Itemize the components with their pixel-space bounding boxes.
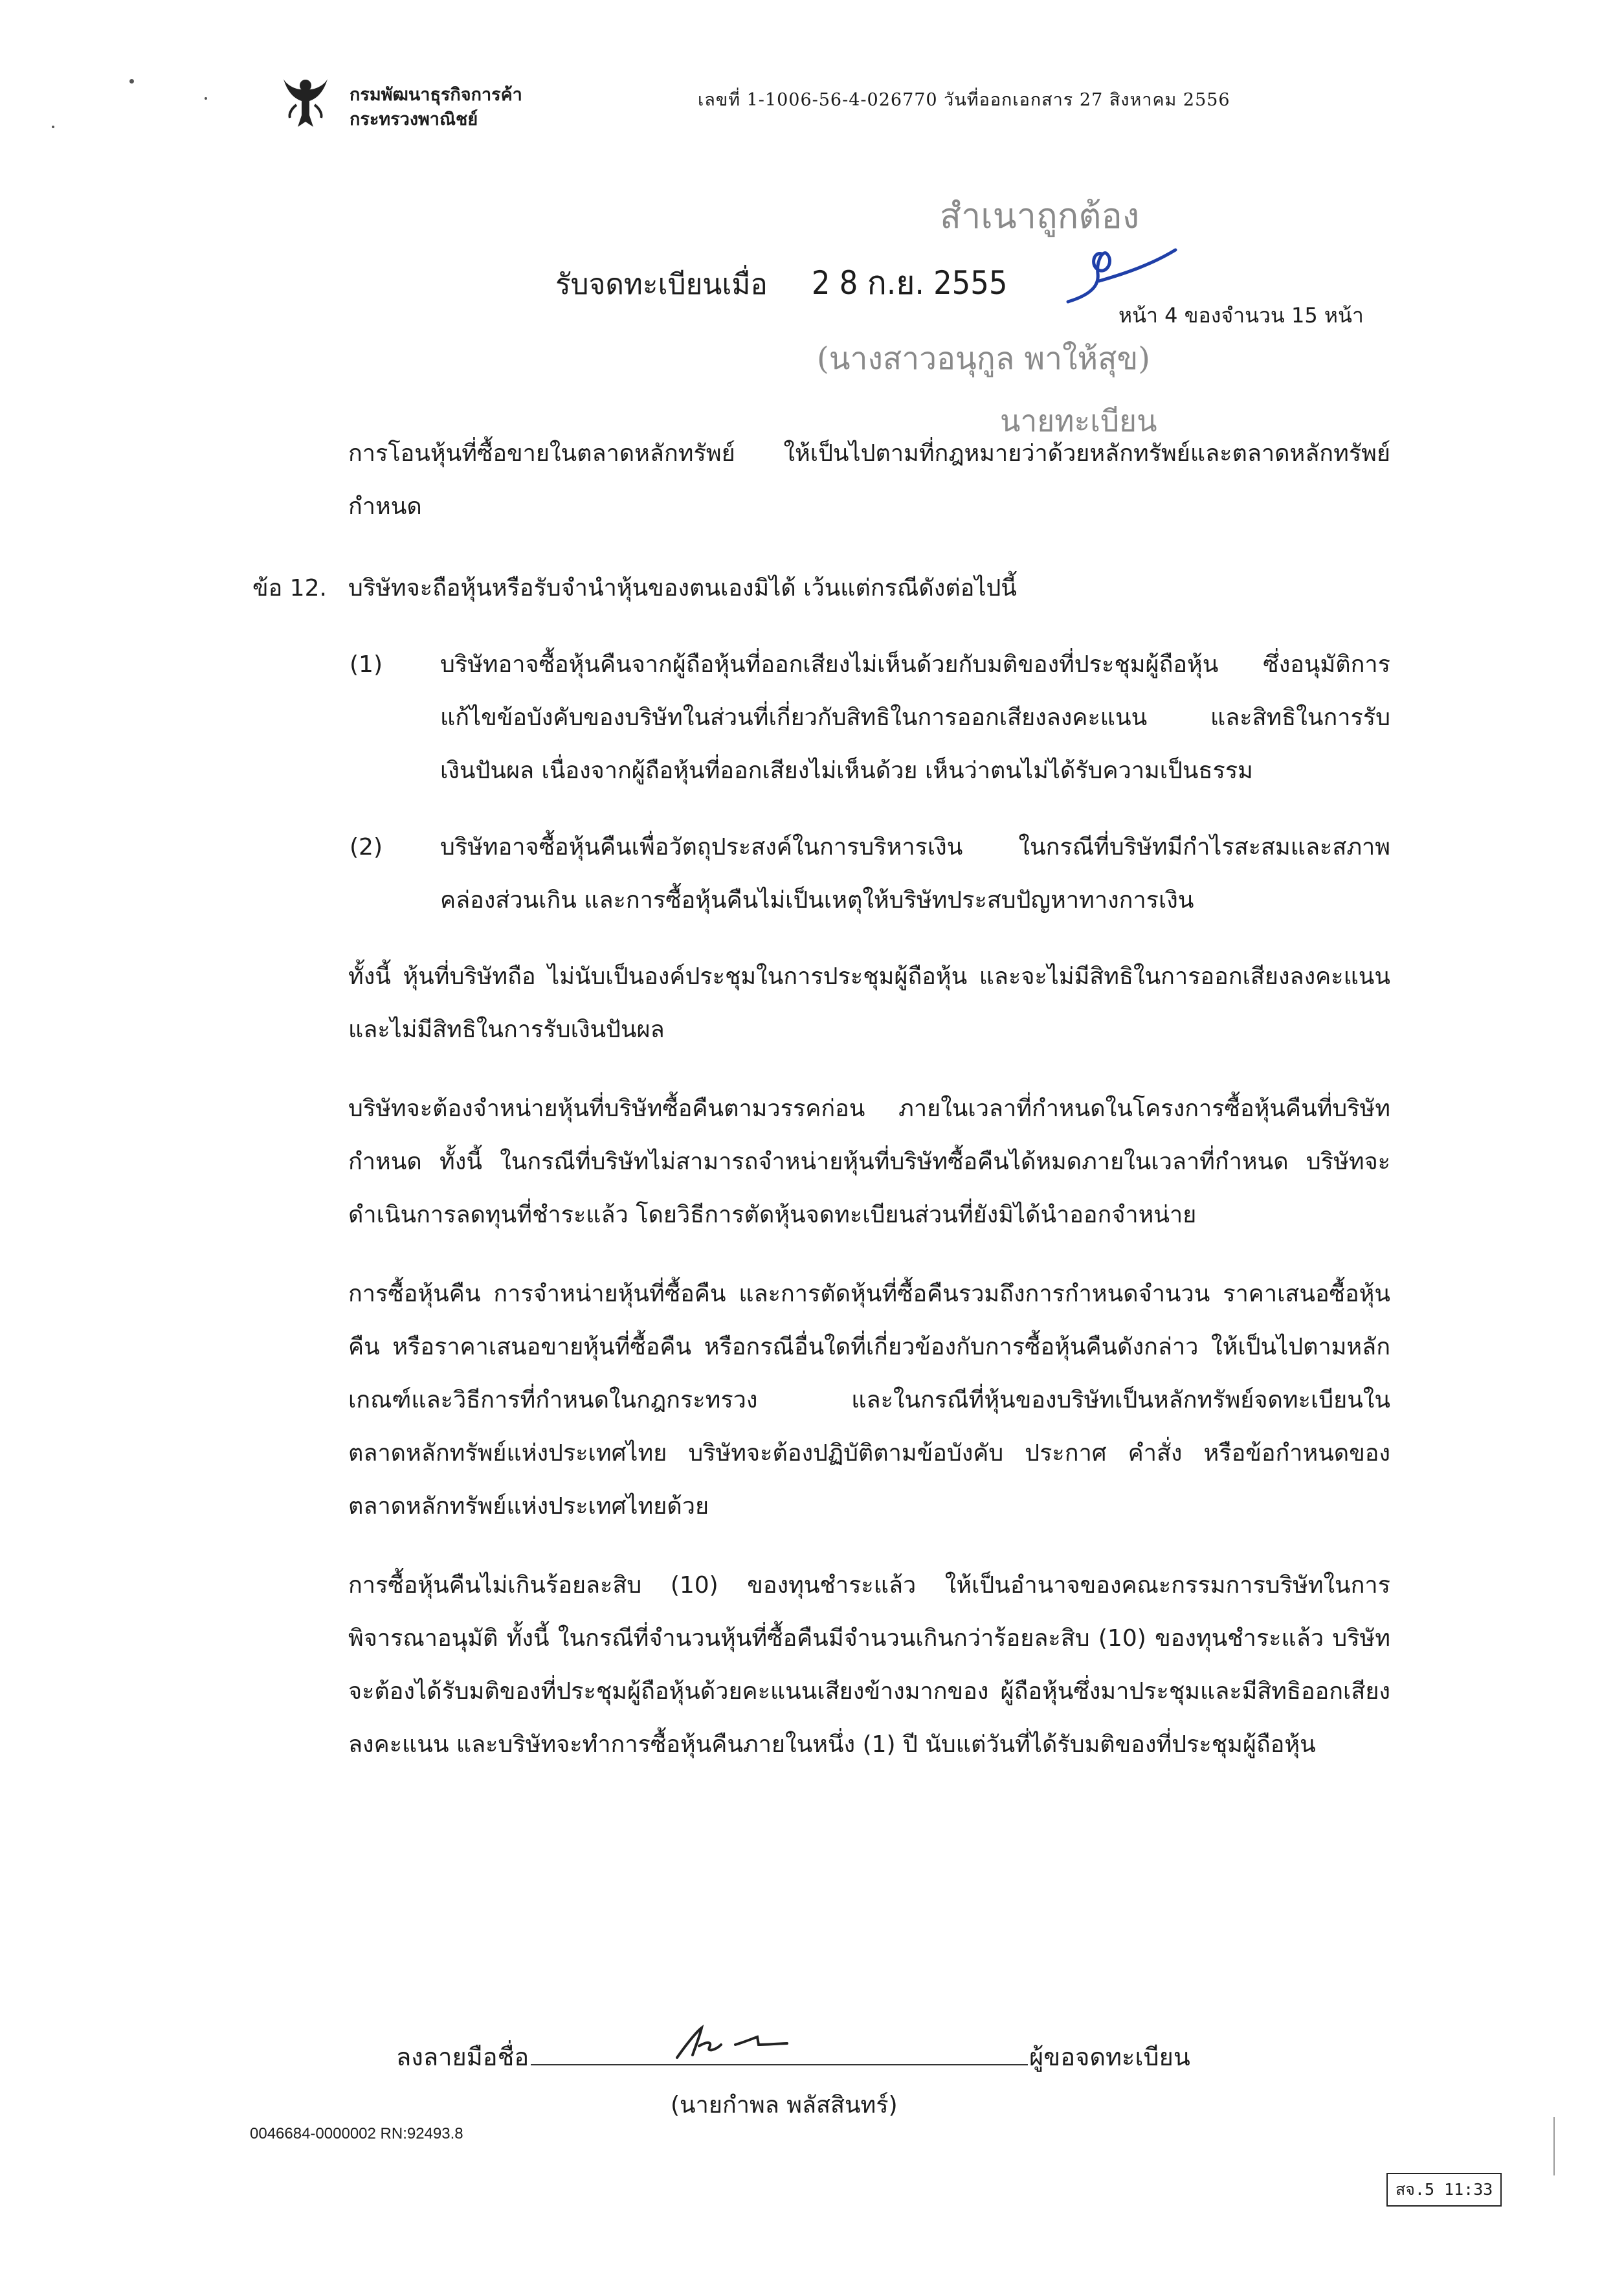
registration-label: รับจดทะเบียนเมื่อ: [555, 268, 768, 301]
signature-label: ลงลายมือชื่อ: [396, 2043, 529, 2071]
item-1-number: (1): [350, 651, 383, 678]
department-line-1: กรมพัฒนาธุรกิจการค้า: [350, 85, 522, 105]
scan-edge-mark: [1553, 2117, 1555, 2175]
garuda-emblem-icon: [282, 76, 329, 131]
registrar-signature-mark: [1062, 234, 1178, 306]
scan-speck: [129, 79, 134, 84]
item-2-number: (2): [350, 834, 383, 860]
registrar-name-stamp: (นางสาวอนุกูล พาให้สุข): [817, 341, 1151, 377]
paragraph-shares-held: ทั้งนี้ หุ้นที่บริษัทถือ ไม่นับเป็นองค์ประชุมในการประชุมผู้ถือหุ้น และจะไม่มีสิทธิในการออกเสียงลงคะแนน และไม่มีสิทธิในการรับเงินปันผล: [348, 963, 1390, 1043]
paragraph-buyback-rules: การซื้อหุ้นคืน การจำหน่ายหุ้นที่ซื้อคืน และการตัดหุ้นที่ซื้อคืนรวมถึงการกำหนดจำนวน ราคาเสนอซื้อหุ้นคืน หรือราคาเสนอขายหุ้นที่ซื้อคืน หรือกรณีอื่นใดที่เกี่ยวข้องกับการซื้อหุ้นคืนดังกล่าว ให้เป็นไปตามหลักเกณฑ์และวิธีการที่กำหนดในกฎกระทรวง และในกรณีที่หุ้นของบริษัทเป็นหลักทรัพย์จดทะเบียนในตลาดหลักทรัพย์แห่งประเทศไทย บริษัทจะต้องปฏิบัติตามข้อบังคับ ประกาศ คำสั่ง หรือข้อกำหนดของตลาดหลักทรัพย์แห่งประเทศไทยด้วย: [348, 1281, 1390, 1520]
item-2-text: บริษัทอาจซื้อหุ้นคืนเพื่อวัตถุประสงค์ในการบริหารเงิน ในกรณีที่บริษัทมีกำไรสะสมและสภาพคล่องส่วนเกิน และการซื้อหุ้นคืนไม่เป็นเหตุให้บริษัทประสบปัญหาทางการเงิน: [440, 834, 1390, 914]
signature-line: [531, 2064, 1028, 2065]
document-number: เลขที่ 1-1006-56-4-026770 วันที่ออกเอกสาร 27 สิงหาคม 2556: [698, 90, 1230, 110]
intro-line-2: กำหนด: [348, 493, 422, 520]
registrar-title-stamp: นายทะเบียน: [1000, 403, 1157, 438]
signature-role: ผู้ขอจดทะเบียน: [1029, 2043, 1190, 2071]
item-1-text: บริษัทอาจซื้อหุ้นคืนจากผู้ถือหุ้นที่ออกเสียงไม่เห็นด้วยกับมติของที่ประชุมผู้ถือหุ้น ซึ่งอนุมัติการแก้ไขข้อบังคับของบริษัทในส่วนที่เกี่ยวกับสิทธิในการออกเสียงลงคะแนน และสิทธิในการรับเงินปันผล เนื่องจากผู้ถือหุ้นที่ออกเสียงไม่เห็นด้วย เห็นว่าตนไม่ได้รับความเป็นธรรม: [440, 651, 1390, 784]
paragraph-disposal: บริษัทจะต้องจำหน่ายหุ้นที่บริษัทซื้อคืนตามวรรคก่อน ภายในเวลาที่กำหนดในโครงการซื้อหุ้นคืนที่บริษัทกำหนด ทั้งนี้ ในกรณีที่บริษัทไม่สามารถจำหน่ายหุ้นที่บริษัทซื้อคืนได้หมดภายในเวลาที่กำหนด บริษัทจะดำเนินการลดทุนที่ชำระแล้ว โดยวิธีการตัดหุ้นจดทะเบียนส่วนที่ยังมิได้นำออกจำหน่าย: [348, 1096, 1390, 1228]
clause-12-text: บริษัทจะถือหุ้นหรือรับจำนำหุ้นของตนเองมิได้ เว้นแต่กรณีดังต่อไปนี้: [348, 575, 1017, 601]
registration-date-line: [555, 258, 1008, 309]
paragraph-buyback-approval: การซื้อหุ้นคืนไม่เกินร้อยละสิบ (10) ของทุนชำระแล้ว ให้เป็นอำนาจของคณะกรรมการบริษัทในการพิจารณาอนุมัติ ทั้งนี้ ในกรณีที่จำนวนหุ้นที่ซื้อคืนมีจำนวนเกินกว่าร้อยละสิบ (10) ของทุนชำระแล้ว บริษัทจะต้องได้รับมติของที่ประชุมผู้ถือหุ้นด้วยคะแนนเสียงข้างมากของ ผู้ถือหุ้นซึ่งมาประชุมและมีสิทธิออกเสียงลงคะแนน และบริษัทจะทำการซื้อหุ้นคืนภายในหนึ่ง (1) ปี นับแต่วันที่ได้รับมติของที่ประชุมผู้ถือหุ้น: [348, 1572, 1390, 1758]
department-name: [350, 83, 522, 132]
registration-date: 2 8 ก.ย. 2555: [811, 264, 1008, 302]
scan-speck: [205, 97, 207, 100]
page-info: หน้า 4 ของจำนวน 15 หน้า: [1118, 303, 1364, 328]
intro-paragraph: [348, 427, 1390, 534]
department-line-2: กระทรวงพาณิชย์: [350, 109, 478, 129]
scan-speck: [52, 126, 54, 128]
applicant-signature: [673, 2019, 790, 2064]
clause-12-label: ข้อ 12.: [252, 575, 327, 601]
certified-copy-stamp: สำเนาถูกต้อง: [940, 196, 1140, 236]
applicant-name: (นายกำพล พลัสสินทร์): [671, 2092, 898, 2118]
form-code-box: สจ.5 11:33: [1386, 2173, 1502, 2207]
footer-reference-code: 0046684-0000002 RN:92493.8: [250, 2125, 463, 2142]
intro-line-1: การโอนหุ้นที่ซื้อขายในตลาดหลักทรัพย์ ให้เป็นไปตามที่กฎหมายว่าด้วยหลักทรัพย์และตลาดหลักทรัพย์: [348, 440, 1390, 467]
